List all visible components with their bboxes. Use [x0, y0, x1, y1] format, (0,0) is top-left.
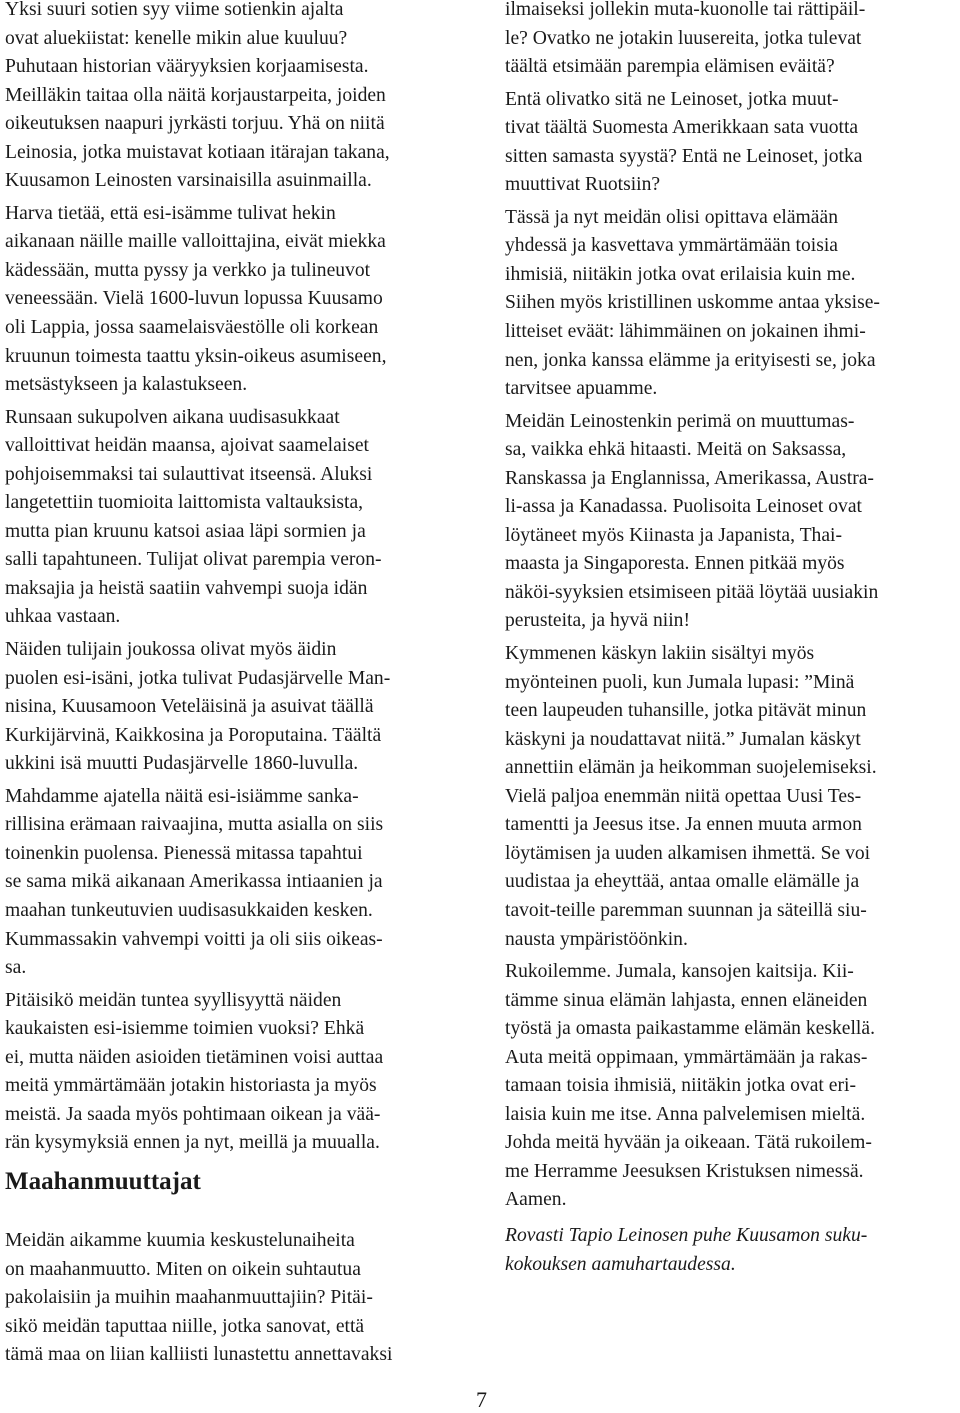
text-line: löytäneet myös Kiinasta ja Japanista, Thai- — [505, 524, 842, 546]
signature-line: Rovasti Tapio Leinosen puhe Kuusamon suku- — [505, 1225, 868, 1246]
text-line: ei, mutta näiden asioiden tietäminen voisi auttaa — [5, 1046, 384, 1068]
text-line: maasta ja Singaporesta. Ennen pitkää myös — [505, 553, 845, 575]
text-line: Siihen myös kristillinen uskomme antaa yksise- — [505, 292, 880, 314]
text-line: annettiin elämän ja heikomman suojelemiseksi. — [505, 757, 877, 779]
text-line: käskyni ja noudattavat niitä.” Jumalan käskyt — [505, 728, 861, 750]
text-line: löytämisen ja uuden alkamisen ihmettä. Se voi — [505, 842, 871, 864]
text-line: ovat aluekiistat: kenelle mikin alue kuuluu? — [5, 27, 348, 49]
text-line: sa, vaikka ehkä hitaasti. Meitä on Saksassa, — [505, 439, 847, 461]
text-line: salli tapahtuneen. Tulijat olivat parempia veron- — [5, 549, 382, 571]
section-heading: Maahanmuuttajat — [5, 1168, 201, 1195]
text-line: metsästykseen ja kalastukseen. — [5, 374, 248, 396]
text-line: sikö meidän taputtaa niille, jotka sanovat, että — [5, 1315, 365, 1337]
text-line: puolen esi-isäni, jotka tulivat Pudasjärvelle Man- — [5, 667, 391, 689]
text-line: Mahdamme ajatella näitä esi-isiämme sanka- — [5, 785, 359, 807]
text-line: Näiden tulijain joukossa olivat myös äidin — [5, 639, 337, 661]
text-line: tamaan toisia ihmisiä, niitäkin jotka ovat eri- — [505, 1075, 856, 1097]
text-line: Entä olivatko sitä ne Leinoset, jotka muut- — [505, 88, 839, 110]
text-line: li-assa ja Kanadassa. Puolisoita Leinoset ovat — [505, 496, 862, 518]
text-line: on maahanmuutto. Miten on oikein suhtautua — [5, 1258, 361, 1280]
text-line: langetettiin tuomioita laittomista valtauksista, — [5, 492, 364, 514]
text-line: maahan tunkeutuvien uudisasukkaiden kesken. — [5, 899, 373, 921]
text-line: mutta pian kruunu katsoi asiaa läpi sormien ja — [5, 520, 366, 542]
text-line: valloittivat heidän maansa, ajoivat saamelaiset — [5, 435, 369, 457]
text-line: meitä ymmärtämään jotakin historiasta ja myös — [5, 1075, 377, 1097]
text-line: perusteita, ja hyvä niin! — [505, 610, 690, 632]
text-line: Leinosia, jotka muistavat kotiaan itärajan takana, — [5, 141, 390, 163]
text-line: kaukaisten esi-isiemme toimien vuoksi? Ehkä — [5, 1018, 365, 1040]
text-line: Kuusamon Leinosten varsinaisilla asuinmailla. — [5, 170, 372, 192]
text-line: Runsaan sukupolven aikana uudisasukkaat — [5, 406, 340, 428]
text-line: oikeutuksen naapuri jyrkästi torjuu. Yhä on niitä — [5, 113, 385, 135]
text-line: pohjoisemmaksi tai sulauttivat itseensä. Aluksi — [5, 463, 373, 485]
text-line: Meidän aikamme kuumia keskustelunaiheita — [5, 1230, 355, 1251]
text-line: Vielä paljoa enemmän niitä opettaa Uusi Tes- — [505, 785, 862, 807]
text-line: Ranskassa ja Englannissa, Amerikassa, Austra- — [505, 467, 874, 489]
text-line: toinenkin puolensa. Pienessä mitassa tapahtui — [5, 842, 363, 864]
text-line: tämä maa on liian kalliisti lunastettu annettavaksi — [5, 1344, 393, 1366]
signature — [505, 1222, 955, 1279]
text-line: Pitäisikö meidän tuntea syyllisyyttä näiden — [5, 989, 342, 1011]
text-line: muuttivat Ruotsiin? — [505, 174, 661, 196]
text-line: Harva tietää, että esi-isämme tulivat hekin — [5, 202, 336, 224]
text-line: me Herramme Jeesuksen Kristuksen nimessä. — [505, 1160, 864, 1182]
text-line: työstä ja omasta paikastamme elämän keskellä. — [505, 1018, 875, 1040]
text-line: näköi-syyksien etsimiseen pitää löytää uusiakin — [505, 581, 879, 603]
text-line: uudistaa ja eheyttää, antaa omalle elämälle ja — [505, 871, 860, 893]
text-line: le? Ovatko ne jotakin luusereita, jotka tulevat — [505, 27, 862, 49]
text-line: tivat täältä Suomesta Amerikkaan sata vuotta — [505, 117, 859, 139]
text-line: Rukoilemme. Jumala, kansojen kaitsija. Kii- — [505, 961, 854, 983]
text-line: uhkaa vastaan. — [5, 606, 121, 628]
text-line: nen, jonka kanssa elämme ja erityisesti se, joka — [505, 349, 876, 371]
text-line: Kymmenen käskyn lakiin sisältyi myös — [505, 643, 815, 665]
right-column — [505, 0, 955, 1215]
text-line: rän kysymyksiä ennen ja nyt, meillä ja muualla. — [5, 1132, 380, 1154]
text-line: aikanaan näille maille valloittajina, eivät miekka — [5, 231, 386, 253]
text-line: tamentti ja Jeesus itse. Ja ennen muuta armon — [505, 814, 862, 836]
text-line: kädessään, mutta pyssy ja verkko ja tulineuvot — [5, 259, 371, 281]
text-line: veneessään. Vielä 1600-luvun lopussa Kuusamo — [5, 288, 383, 310]
text-line: Yksi suuri sotien syy viime sotienkin ajalta — [5, 0, 344, 20]
text-line: Kummassakin vahvempi voitti ja oli siis oikeas- — [5, 928, 383, 950]
left-column — [5, 0, 473, 1158]
text-line: Meidän Leinostenkin perimä on muuttumas- — [505, 410, 855, 432]
text-line: meistä. Ja saada myös pohtimaan oikean ja vää- — [5, 1103, 381, 1125]
text-line: täältä etsimään parempia elämisen eväitä? — [505, 56, 835, 78]
text-line: sa. — [5, 957, 27, 979]
text-line: yhdessä ja kasvettava ymmärtämään toisia — [505, 235, 838, 257]
text-line: Tässä ja nyt meidän olisi opittava elämään — [505, 206, 838, 228]
text-line: Meilläkin taitaa olla näitä korjaustarpeita, joiden — [5, 84, 386, 106]
text-line: teen laupeuden tuhansille, jotka pitävät minun — [505, 700, 867, 722]
text-line: ihmisiä, niitäkin jotka ovat erilaisia kuin me. — [505, 263, 856, 285]
text-line: ilmaiseksi jollekin muta-kuonolle tai rättipäil- — [505, 0, 866, 20]
text-line: myönteinen puoli, kun Jumala lupasi: ”Minä — [505, 671, 855, 693]
text-line: nisina, Kuusamoon Veteläisinä ja asuivat täällä — [5, 696, 374, 718]
text-line: nausta ympäristöönkin. — [505, 928, 688, 950]
text-line: sitten samasta syystä? Entä ne Leinoset, jotka — [505, 145, 863, 167]
text-line: pakolaisiin ja muihin maahanmuuttajiin? Pitäi- — [5, 1287, 373, 1309]
text-line: tämme sinua elämän lahjasta, ennen eläneiden — [505, 989, 868, 1011]
text-line: se sama mikä aikanaan Amerikassa intiaanien ja — [5, 871, 383, 893]
text-line: oli Lappia, jossa saamelaisväestölle oli korkean — [5, 317, 379, 339]
signature-line: kokouksen aamuhartaudessa. — [505, 1253, 736, 1275]
text-line: Aamen. — [505, 1189, 567, 1211]
text-line: Johda meitä hyvään ja oikeaan. Tätä rukoilem- — [505, 1132, 872, 1154]
text-line: maksajia ja heistä saatiin vahvempi suoja idän — [5, 577, 368, 599]
text-line: laisia kuin me itse. Anna palvelemisen mieltä. — [505, 1103, 866, 1125]
text-line: tarvitsee apuamme. — [505, 378, 658, 400]
text-line: tavoit-teille paremman suunnan ja säteillä siu- — [505, 899, 867, 921]
text-line: rillisina erämaan raivaajina, mutta asialla on siis — [5, 814, 384, 836]
text-line: Kurkijärvinä, Kaikkosina ja Poroputaina. Täältä — [5, 724, 382, 746]
text-line: kruunun toimesta taattu yksin-oikeus asumiseen, — [5, 345, 387, 367]
text-line: litteiset eväät: lähimmäinen on jokainen ihmi- — [505, 321, 866, 343]
page-number: 7 — [476, 1387, 487, 1412]
text-line: Puhutaan historian vääryyksien korjaamisesta. — [5, 56, 369, 78]
text-line: ukkini isä muutti Pudasjärvelle 1860-luvulla. — [5, 753, 359, 775]
text-line: Auta meitä oppimaan, ymmärtämään ja rakas- — [505, 1046, 868, 1068]
left-column-lower — [5, 1227, 473, 1370]
